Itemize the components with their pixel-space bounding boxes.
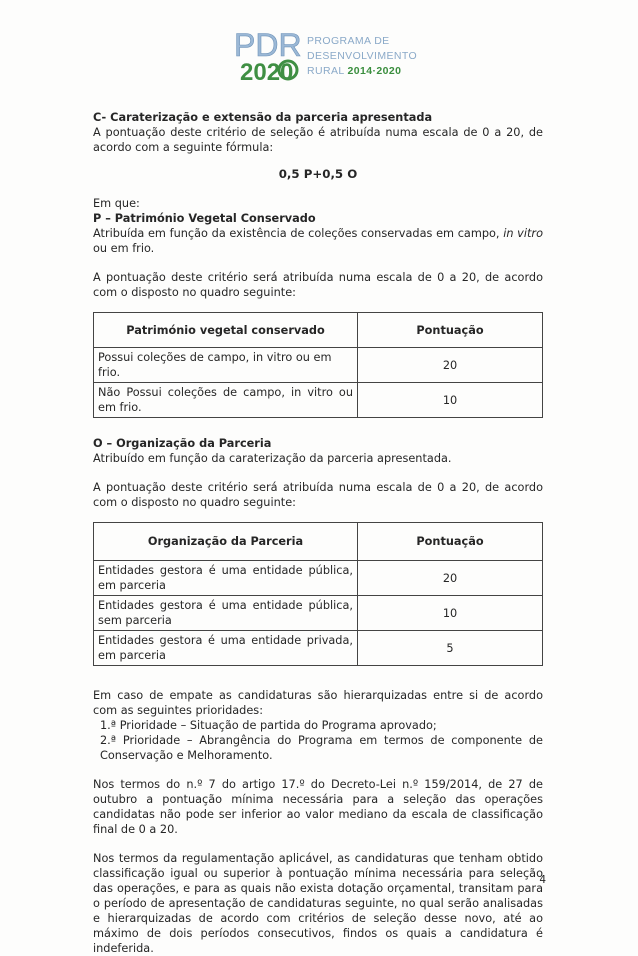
logo-line-1: PROGRAMA DE bbox=[307, 35, 390, 47]
table-header-patrimonio: Património vegetal conservado bbox=[94, 313, 358, 348]
table-cell-score: 10 bbox=[358, 383, 543, 418]
table-row bbox=[94, 383, 543, 418]
table-row bbox=[94, 631, 543, 666]
logo-years: 2014·2020 bbox=[347, 65, 402, 77]
table-row bbox=[94, 561, 543, 596]
table-row bbox=[94, 596, 543, 631]
tiebreak-priority-2: 2.ª Prioridade – Abrangência do Programa em termos de componente de Conservação e Melhoramento. bbox=[100, 734, 543, 762]
section-p-text: Atribuída em função da existência de coleções conservadas em campo, in vitro ou em frio. bbox=[93, 227, 543, 255]
svg-text:2020: 2020 bbox=[240, 59, 294, 82]
section-o-scale: A pontuação deste critério será atribuída numa escala de 0 a 20, de acordo com o disposto no quadro seguinte: bbox=[93, 481, 543, 509]
table-organizacao bbox=[93, 522, 543, 666]
table-cell-description: Entidades gestora é uma entidade privada, em parceria bbox=[94, 631, 358, 666]
section-c-intro: A pontuação deste critério de seleção é atribuída numa escala de 0 a 20, de acordo com a seguinte fórmula: bbox=[93, 126, 543, 154]
em-que-label: Em que: bbox=[93, 197, 140, 210]
table-header-pontuacao: Pontuação bbox=[358, 313, 543, 348]
paragraph-regulation: Nos termos da regulamentação aplicável, as candidaturas que tenham obtido classificação igual ou superior à pontuação mínima necessária para seleção das operações, e para as quais não exista dotação orçamental, transitam para o período de apresentação de candidaturas seguinte, no qual serão analisadas e hierarquizadas de acordo com critérios de seleção desse novo, até ao máximo de dois períodos consecutivos, findos os quais a candidatura é indeferida. bbox=[93, 852, 543, 955]
section-p-title: P – Património Vegetal Conservado bbox=[93, 212, 316, 225]
table-cell-description: Entidades gestora é uma entidade pública, sem parceria bbox=[94, 596, 358, 631]
tiebreak-intro: Em caso de empate as candidaturas são hierarquizadas entre si de acordo com as seguintes prioridades: bbox=[93, 689, 543, 717]
svg-text:PDR: PDR bbox=[234, 27, 302, 63]
section-p-scale: A pontuação deste critério será atribuída numa escala de 0 a 20, de acordo com o disposto no quadro seguinte: bbox=[93, 271, 543, 299]
page-number: 4 bbox=[539, 874, 546, 886]
formula: 0,5 P+0,5 O bbox=[278, 167, 358, 181]
paragraph-minimum-score: Nos termos do n.º 7 do artigo 17.º do Decreto-Lei n.º 159/2014, de 27 de outubro a pontuação mínima necessária para a seleção das operações candidatas não pode ser inferior ao valor mediano da escala de classificação final de 0 a 20. bbox=[93, 778, 543, 836]
pdr2020-logo bbox=[232, 26, 432, 86]
table-header-organizacao: Organização da Parceria bbox=[94, 523, 358, 561]
tiebreak-priority-1: 1.ª Prioridade – Situação de partida do Programa aprovado; bbox=[100, 719, 437, 732]
section-c-title: C- Caraterização e extensão da parceria apresentada bbox=[93, 111, 433, 124]
section-o-title: O – Organização da Parceria bbox=[93, 437, 272, 450]
table-cell-score: 10 bbox=[358, 596, 543, 631]
table-cell-description: Não Possui coleções de campo, in vitro ou em frio. bbox=[94, 383, 358, 418]
table-cell-score: 20 bbox=[358, 348, 543, 383]
table-cell-score: 5 bbox=[358, 631, 543, 666]
logo-line-2: DESENVOLVIMENTO bbox=[307, 50, 418, 62]
table-patrimonio bbox=[93, 312, 543, 418]
table-row bbox=[94, 348, 543, 383]
pdr-logo-mark bbox=[232, 26, 304, 82]
table-header-pontuacao: Pontuação bbox=[358, 523, 543, 561]
table-cell-description: Entidades gestora é uma entidade pública, em parceria bbox=[94, 561, 358, 596]
logo-line-3-prefix: RURAL bbox=[307, 65, 345, 77]
table-cell-score: 20 bbox=[358, 561, 543, 596]
section-o-text: Atribuído em função da caraterização da parceria apresentada. bbox=[93, 452, 452, 465]
in-vitro-italic: in vitro bbox=[503, 227, 543, 240]
table-cell-description: Possui coleções de campo, in vitro ou em frio. bbox=[94, 348, 358, 383]
document-body bbox=[93, 110, 543, 956]
